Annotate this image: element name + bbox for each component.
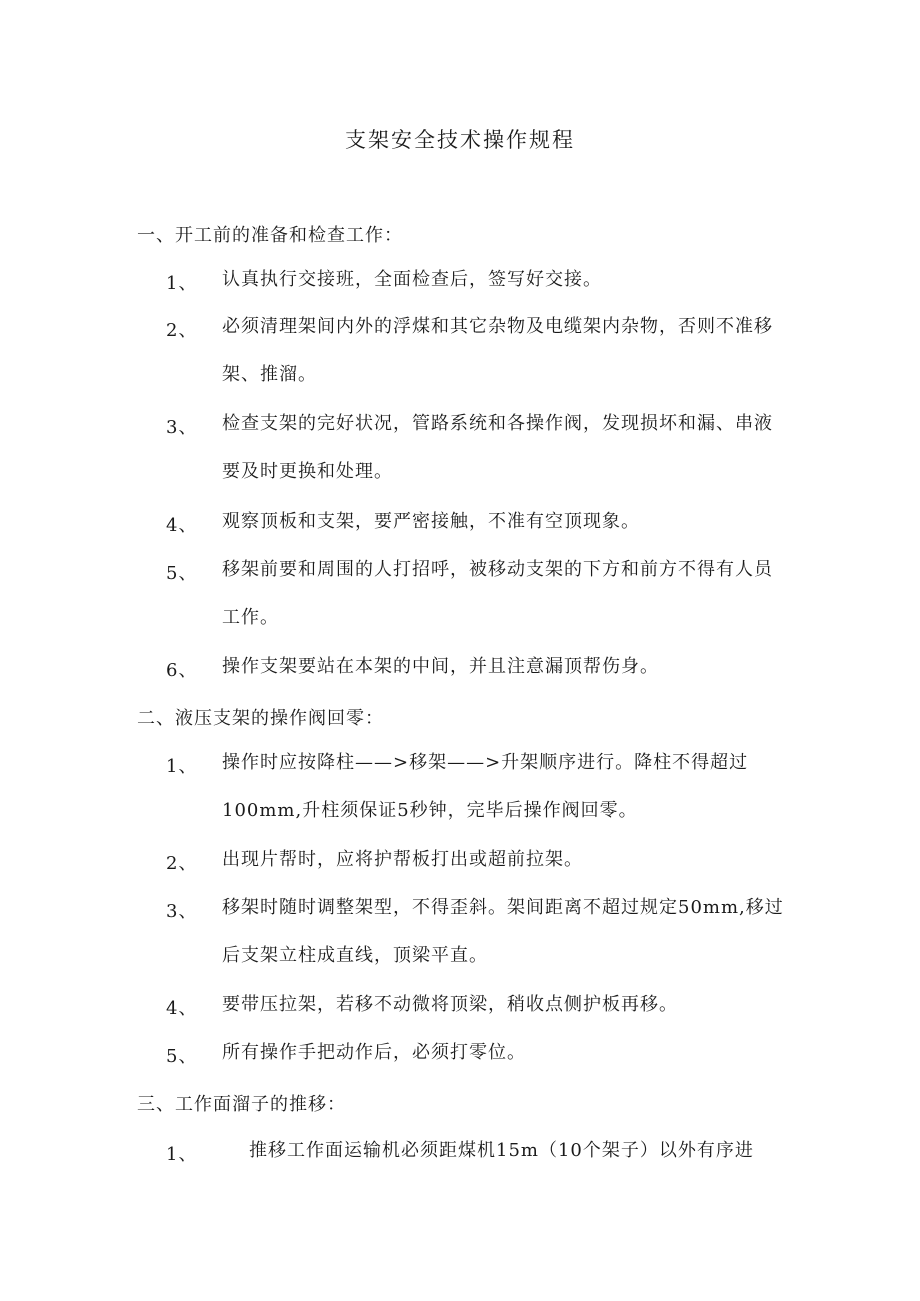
item-number: 2、	[166, 320, 198, 341]
item-text: 认真执行交接班，全面检查后，签写好交接。	[222, 269, 602, 290]
item-number: 1、	[166, 273, 198, 294]
item-text: 移架前要和周围的人打招呼，被移动支架的下方和前方不得有人员工作。	[222, 559, 773, 628]
item-number: 5、	[166, 1046, 198, 1067]
item-number: 2、	[166, 853, 198, 874]
item-text: 出现片帮时，应将护帮板打出或超前拉架。	[222, 849, 583, 870]
item-text: 操作支架要站在本架的中间，并且注意漏顶帮伤身。	[222, 656, 659, 677]
section-heading-2: 二、液压支架的操作阀回零：	[137, 708, 384, 729]
section-heading-3: 三、工作面溜子的推移：	[137, 1094, 346, 1115]
item-text: 观察顶板和支架，要严密接触，不准有空顶现象。	[222, 511, 640, 532]
item-number: 1、	[166, 1144, 198, 1165]
item-number: 6、	[166, 660, 198, 681]
item-number: 1、	[166, 756, 198, 777]
item-text: 移架时随时调整架型，不得歪斜。架间距离不超过规定50mm,移过后支架立柱成直线，顶梁平直。	[222, 897, 784, 966]
item-number: 3、	[166, 417, 198, 438]
item-number: 3、	[166, 901, 198, 922]
item-number: 4、	[166, 998, 198, 1019]
item-text: 推移工作面运输机必须距煤机15m（10个架子）以外有序进	[249, 1140, 754, 1161]
item-number: 5、	[166, 563, 198, 584]
item-text: 检查支架的完好状况，管路系统和各操作阀，发现损坏和漏、串液要及时更换和处理。	[222, 413, 773, 482]
item-text: 必须清理架间内外的浮煤和其它杂物及电缆架内杂物，否则不准移架、推溜。	[222, 316, 773, 385]
item-text: 要带压拉架，若移不动微将顶梁，稍收点侧护板再移。	[222, 994, 678, 1015]
section-heading-1: 一、开工前的准备和检查工作：	[137, 225, 403, 246]
item-text: 所有操作手把动作后，必须打零位。	[222, 1042, 526, 1063]
item-text: 操作时应按降柱——>移架——>升架顺序进行。降柱不得超过100mm,升柱须保证5秒钟，完毕后操作阀回零。	[222, 752, 749, 821]
item-number: 4、	[166, 515, 198, 536]
document-title: 支架安全技术操作规程	[345, 128, 575, 152]
